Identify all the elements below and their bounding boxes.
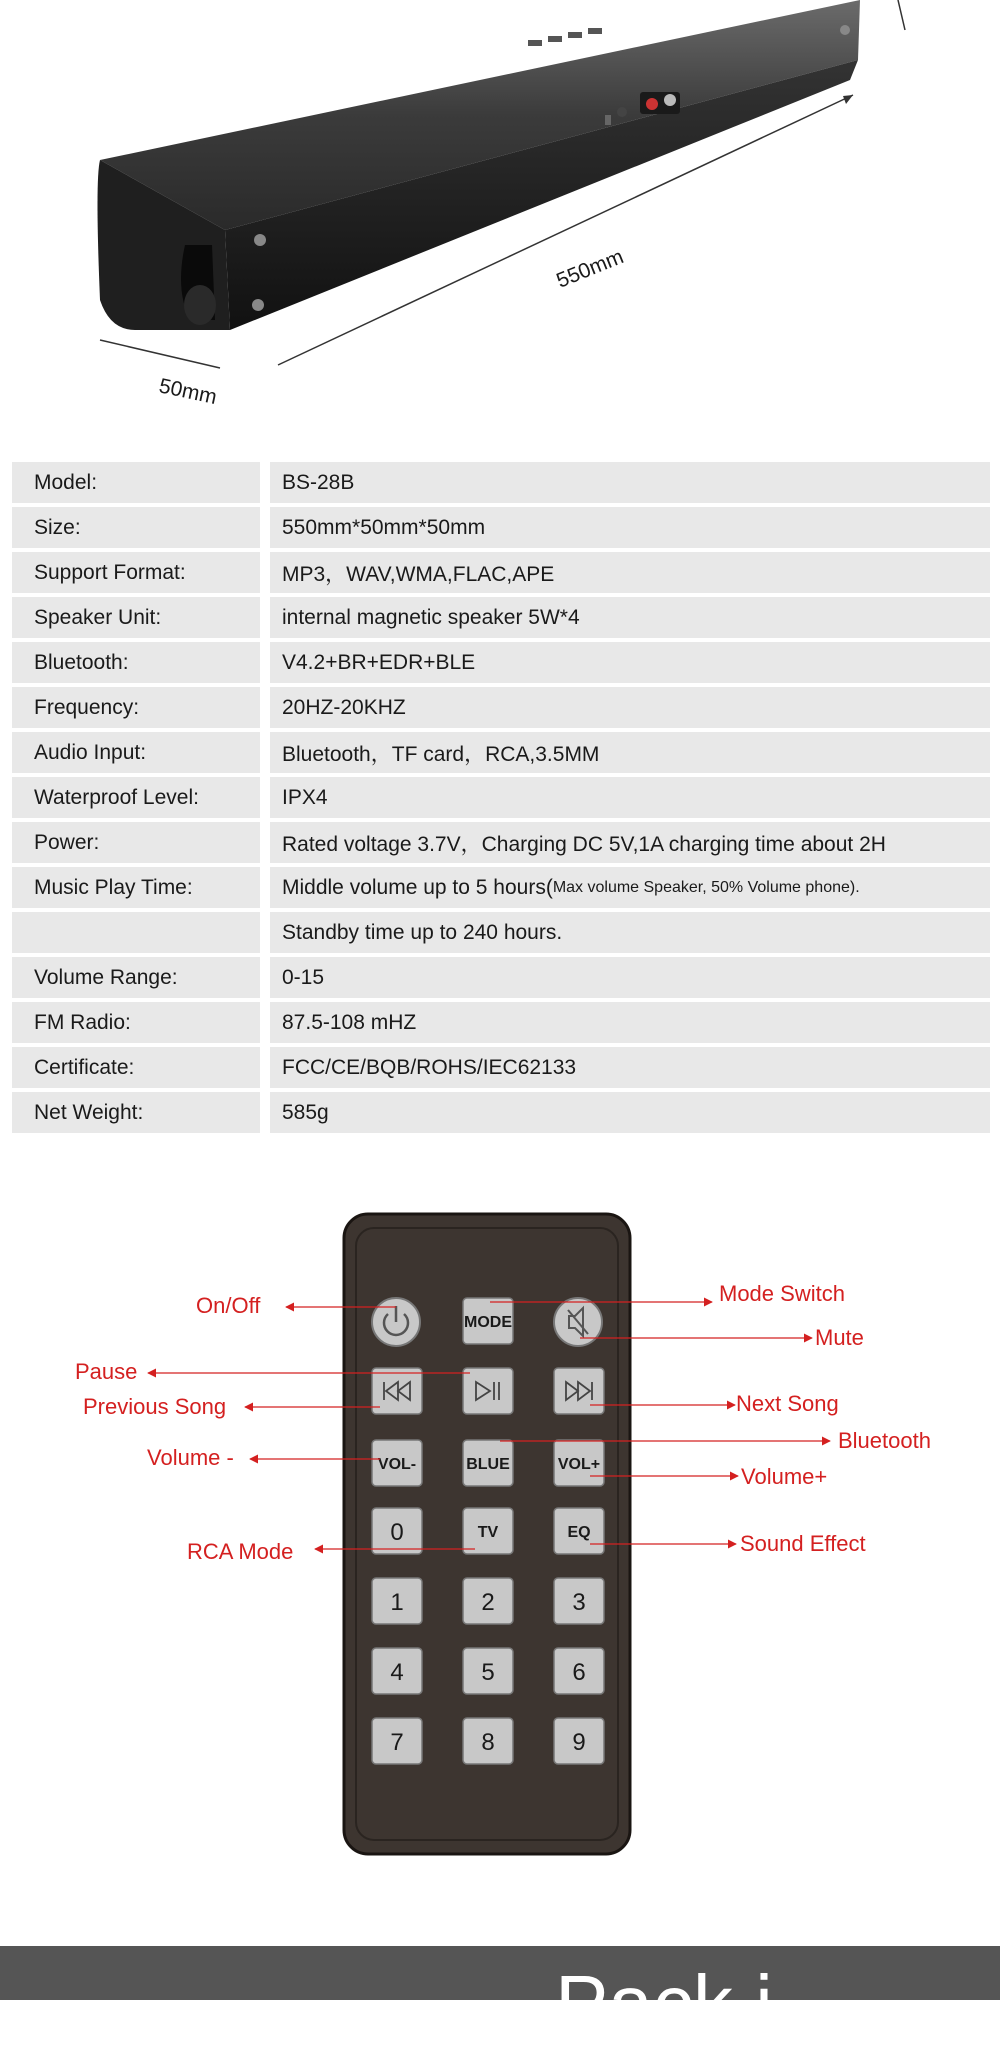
spec-label: Volume Range: [12, 957, 260, 998]
spec-row [12, 597, 990, 638]
play-pause-button[interactable] [463, 1368, 513, 1414]
spec-row [12, 462, 990, 503]
number-2-label: 2 [481, 1589, 495, 1616]
spec-label: Bluetooth: [12, 642, 260, 683]
mode-button[interactable] [463, 1298, 513, 1344]
spec-value: IPX4 [270, 777, 990, 818]
callout-sound-effect: Sound Effect [740, 1531, 866, 1556]
mode-button-label: MODE [464, 1314, 512, 1331]
number-5-label: 5 [481, 1659, 495, 1686]
remote-diagram [0, 1200, 1000, 1860]
callout-previous-song: Previous Song [83, 1394, 227, 1419]
number-1-button[interactable] [372, 1578, 422, 1624]
spec-label: Power: [12, 822, 260, 863]
eq-button[interactable] [554, 1508, 604, 1554]
number-4-button[interactable] [372, 1648, 422, 1694]
screw-icon [254, 234, 266, 246]
spec-value: 585g [270, 1092, 990, 1133]
spec-row [12, 1047, 990, 1088]
tv-button-label: TV [477, 1524, 499, 1541]
power-button[interactable] [372, 1298, 420, 1346]
callout-on-off: On/Off [196, 1293, 261, 1318]
spec-row [12, 1092, 990, 1133]
volume-up-button[interactable] [554, 1440, 604, 1486]
spec-value: Rated voltage 3.7V，Charging DC 5V,1A charging time about 2H [270, 822, 990, 863]
callout-mute: Mute [815, 1325, 864, 1350]
top-control-buttons [528, 28, 602, 46]
number-5-button[interactable] [463, 1648, 513, 1694]
number-9-label: 9 [572, 1729, 586, 1756]
spec-label: Certificate: [12, 1047, 260, 1088]
spec-label: FM Radio: [12, 1002, 260, 1043]
callout-rca-mode: RCA Mode [187, 1539, 294, 1564]
volume-down-button[interactable] [372, 1440, 422, 1486]
spec-row [12, 507, 990, 548]
number-8-button[interactable] [463, 1718, 513, 1764]
spec-value: 87.5-108 mHZ [270, 1002, 990, 1043]
soundbar-illustration [0, 0, 1000, 420]
callout-volume-plus: Volume+ [741, 1464, 828, 1489]
spec-value: Standby time up to 240 hours. [270, 912, 990, 953]
spec-value: 550mm*50mm*50mm [270, 507, 990, 548]
volume-down-label: VOL- [377, 1456, 417, 1473]
number-1-label: 1 [390, 1589, 404, 1616]
volume-up-label: VOL+ [557, 1456, 601, 1473]
screw-icon [252, 299, 264, 311]
number-0-label: 0 [390, 1519, 404, 1546]
number-8-label: 8 [481, 1729, 495, 1756]
spec-label: Size: [12, 507, 260, 548]
spec-value: MP3，WAV,WMA,FLAC,APE [270, 552, 990, 593]
spec-label [12, 912, 260, 953]
callout-next-song: Next Song [736, 1391, 839, 1416]
spec-row [12, 957, 990, 998]
spec-table [12, 462, 990, 1137]
screw-icon [840, 25, 850, 35]
number-3-label: 3 [572, 1589, 586, 1616]
number-7-button[interactable] [372, 1718, 422, 1764]
spec-row [12, 1002, 990, 1043]
number-0-button[interactable] [372, 1508, 422, 1554]
spec-row [12, 732, 990, 773]
number-6-label: 6 [572, 1659, 586, 1686]
spec-value-note: Max volume Speaker, 50% Volume phone). [552, 878, 860, 896]
spec-row [12, 777, 990, 818]
length-dimension-label: 550mm [553, 245, 627, 293]
spec-label: Audio Input: [12, 732, 260, 773]
mute-button[interactable] [554, 1298, 602, 1346]
spec-value-main: Middle volume up to 5 hours( [282, 875, 553, 899]
callout-volume-minus: Volume - [147, 1445, 234, 1470]
spec-label: Speaker Unit: [12, 597, 260, 638]
number-3-button[interactable] [554, 1578, 604, 1624]
spec-label: Frequency: [12, 687, 260, 728]
eq-button-label: EQ [567, 1524, 591, 1541]
bluetooth-button[interactable] [463, 1440, 513, 1486]
depth-dimension-label: 50mm [156, 374, 219, 410]
number-4-label: 4 [390, 1659, 404, 1686]
tv-button[interactable] [463, 1508, 513, 1554]
spec-value: 20HZ-20KHZ [270, 687, 990, 728]
spec-row [12, 552, 990, 593]
spec-value: internal magnetic speaker 5W*4 [270, 597, 990, 638]
spec-label: Net Weight: [12, 1092, 260, 1133]
bluetooth-button-label: BLUE [466, 1456, 510, 1473]
spec-row [12, 687, 990, 728]
callout-pause: Pause [75, 1359, 138, 1384]
spec-label: Waterproof Level: [12, 777, 260, 818]
spec-value: V4.2+BR+EDR+BLE [270, 642, 990, 683]
spec-row [12, 912, 990, 953]
number-6-button[interactable] [554, 1648, 604, 1694]
callout-bluetooth: Bluetooth [838, 1428, 931, 1453]
next-song-button[interactable] [554, 1368, 604, 1414]
footer-heading: Pack i [555, 1959, 773, 2048]
spec-label: Music Play Time: [12, 867, 260, 908]
spec-label: Support Format: [12, 552, 260, 593]
spec-value [270, 867, 990, 908]
spec-row [12, 867, 990, 908]
spec-value: BS-28B [270, 462, 990, 503]
number-9-button[interactable] [554, 1718, 604, 1764]
spec-value: 0-15 [270, 957, 990, 998]
spec-value: FCC/CE/BQB/ROHS/IEC62133 [270, 1047, 990, 1088]
spec-label: Model: [12, 462, 260, 503]
spec-row [12, 822, 990, 863]
callout-mode-switch: Mode Switch [719, 1281, 845, 1306]
number-2-button[interactable] [463, 1578, 513, 1624]
section-footer-banner [0, 1946, 1000, 2048]
number-7-label: 7 [390, 1729, 404, 1756]
spec-row [12, 642, 990, 683]
spec-value: Bluetooth，TF card，RCA,3.5MM [270, 732, 990, 773]
